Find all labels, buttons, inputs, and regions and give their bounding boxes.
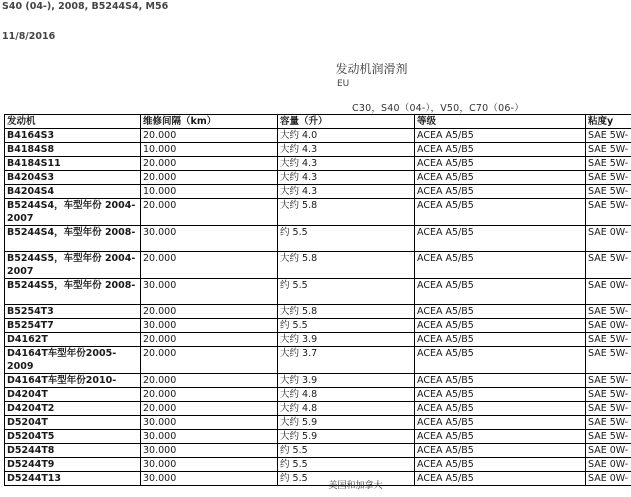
viscosity-cell: SAE 5W- (586, 402, 631, 416)
engine-cell: D4162T (5, 333, 141, 347)
table-row (5, 402, 631, 416)
capacity-cell: 大约 5.9 (278, 416, 415, 430)
table-row (5, 333, 631, 347)
table-row (5, 416, 631, 430)
column-header-viscosity: 粘度y (586, 115, 631, 129)
table-header-row (5, 115, 631, 129)
viscosity-cell: SAE 5W- (586, 430, 631, 444)
engine-cell: D4204T2 (5, 402, 141, 416)
viscosity-cell: SAE 0W- (586, 444, 631, 458)
capacity-cell: 大约 4.0 (278, 129, 415, 143)
grade-cell: ACEA A5/B5 (415, 171, 586, 185)
interval-cell: 30.000 (141, 279, 278, 305)
interval-cell: 30.000 (141, 430, 278, 444)
engine-cell: B5244S4，车型年份 2004-2007 (5, 199, 141, 226)
interval-cell: 20.000 (141, 305, 278, 319)
grade-cell: ACEA A5/B5 (415, 279, 586, 305)
engine-cell: B4204S3 (5, 171, 141, 185)
capacity-cell: 大约 5.8 (278, 305, 415, 319)
interval-cell: 20.000 (141, 374, 278, 388)
capacity-cell: 约 5.5 (278, 458, 415, 472)
engine-cell: B4184S11 (5, 157, 141, 171)
interval-cell: 30.000 (141, 226, 278, 252)
engine-cell: B5254T3 (5, 305, 141, 319)
capacity-cell: 大约 5.9 (278, 430, 415, 444)
interval-cell: 30.000 (141, 416, 278, 430)
capacity-cell: 大约 4.8 (278, 402, 415, 416)
viscosity-cell: SAE 0W- (586, 458, 631, 472)
engine-cell: B5244S5，车型年份 2008- (5, 279, 141, 305)
interval-cell: 20.000 (141, 171, 278, 185)
interval-cell: 20.000 (141, 402, 278, 416)
table-row (5, 347, 631, 374)
interval-cell: 20.000 (141, 252, 278, 279)
capacity-cell: 约 5.5 (278, 444, 415, 458)
capacity-cell: 大约 3.9 (278, 374, 415, 388)
interval-cell: 10.000 (141, 143, 278, 157)
viscosity-cell: SAE 5W- (586, 157, 631, 171)
interval-cell: 30.000 (141, 319, 278, 333)
table-row (5, 279, 631, 305)
table-row (5, 185, 631, 199)
region-label: EU (337, 79, 350, 89)
grade-cell: ACEA A5/B5 (415, 430, 586, 444)
grade-cell: ACEA A5/B5 (415, 472, 586, 486)
grade-cell: ACEA A5/B5 (415, 157, 586, 171)
engine-cell: D5244T9 (5, 458, 141, 472)
column-header-engine: 发动机 (5, 115, 141, 129)
column-header-grade: 等级 (415, 115, 586, 129)
viscosity-cell: SAE 5W- (586, 171, 631, 185)
grade-cell: ACEA A5/B5 (415, 185, 586, 199)
page-title: 发动机润滑剂 (335, 62, 408, 76)
viscosity-cell: SAE 5W- (586, 388, 631, 402)
interval-cell: 20.000 (141, 333, 278, 347)
viscosity-cell: SAE 0W- (586, 472, 631, 486)
viscosity-cell: SAE 5W- (586, 185, 631, 199)
grade-cell: ACEA A5/B5 (415, 402, 586, 416)
table-row (5, 319, 631, 333)
grade-cell: ACEA A5/B5 (415, 388, 586, 402)
grade-cell: ACEA A5/B5 (415, 226, 586, 252)
capacity-cell: 约 5.5 (278, 319, 415, 333)
document-date: 11/8/2016 (2, 31, 56, 42)
capacity-cell: 约 5.5 (278, 472, 415, 486)
engine-cell: B5254T7 (5, 319, 141, 333)
grade-cell: ACEA A5/B5 (415, 416, 586, 430)
engine-cell: B4164S3 (5, 129, 141, 143)
engine-cell: D5244T8 (5, 444, 141, 458)
grade-cell: ACEA A5/B5 (415, 333, 586, 347)
viscosity-cell: SAE 5W- (586, 347, 631, 374)
capacity-cell: 约 5.5 (278, 279, 415, 305)
vehicle-line: S40 (04-), 2008, B5244S4, M56 (2, 1, 169, 12)
interval-cell: 20.000 (141, 129, 278, 143)
viscosity-cell: SAE 0W- (586, 279, 631, 305)
grade-cell: ACEA A5/B5 (415, 199, 586, 226)
capacity-cell: 大约 5.8 (278, 252, 415, 279)
table-body (5, 129, 631, 486)
viscosity-cell: SAE 5W- (586, 199, 631, 226)
capacity-cell: 大约 5.8 (278, 199, 415, 226)
table-row (5, 388, 631, 402)
viscosity-cell: SAE 5W- (586, 305, 631, 319)
grade-cell: ACEA A5/B5 (415, 347, 586, 374)
engine-cell: B5244S4，车型年份 2008- (5, 226, 141, 252)
grade-cell: ACEA A5/B5 (415, 252, 586, 279)
grade-cell: ACEA A5/B5 (415, 444, 586, 458)
table-row (5, 143, 631, 157)
column-header-interval: 维修间隔（km） (141, 115, 278, 129)
grade-cell: ACEA A5/B5 (415, 305, 586, 319)
capacity-cell: 大约 4.8 (278, 388, 415, 402)
grade-cell: ACEA A5/B5 (415, 374, 586, 388)
viscosity-cell: SAE 0W- (586, 226, 631, 252)
lubricant-table-container (4, 114, 631, 486)
viscosity-cell: SAE 5W- (586, 129, 631, 143)
capacity-cell: 大约 4.3 (278, 185, 415, 199)
table-row (5, 374, 631, 388)
table-row (5, 305, 631, 319)
grade-cell: ACEA A5/B5 (415, 319, 586, 333)
engine-cell: B4184S8 (5, 143, 141, 157)
viscosity-cell: SAE 5W- (586, 333, 631, 347)
viscosity-cell: SAE 5W- (586, 143, 631, 157)
viscosity-cell: SAE 5W- (586, 252, 631, 279)
column-header-capacity: 容量（升） (278, 115, 415, 129)
engine-cell: D4204T (5, 388, 141, 402)
table-row (5, 129, 631, 143)
engine-cell: D5204T5 (5, 430, 141, 444)
table-row (5, 171, 631, 185)
table-row (5, 157, 631, 171)
engine-cell: D4164T车型年份2010- (5, 374, 141, 388)
capacity-cell: 大约 4.3 (278, 157, 415, 171)
capacity-cell: 大约 3.9 (278, 333, 415, 347)
viscosity-cell: SAE 0W- (586, 319, 631, 333)
interval-cell: 10.000 (141, 185, 278, 199)
interval-cell: 20.000 (141, 388, 278, 402)
table-row (5, 252, 631, 279)
viscosity-cell: SAE 5W- (586, 374, 631, 388)
grade-cell: ACEA A5/B5 (415, 143, 586, 157)
table-row (5, 444, 631, 458)
engine-cell: D4164T车型年份2005-2009 (5, 347, 141, 374)
interval-cell: 20.000 (141, 347, 278, 374)
table-row (5, 199, 631, 226)
engine-cell: B5244S5，车型年份 2004-2007 (5, 252, 141, 279)
capacity-cell: 大约 4.3 (278, 143, 415, 157)
interval-cell: 30.000 (141, 472, 278, 486)
lubricant-table (4, 114, 631, 486)
interval-cell: 30.000 (141, 458, 278, 472)
table-row (5, 226, 631, 252)
capacity-cell: 大约 3.7 (278, 347, 415, 374)
model-list: C30，S40（04-），V50，C70（06-） (352, 103, 524, 114)
interval-cell: 20.000 (141, 157, 278, 171)
viscosity-cell: SAE 5W- (586, 416, 631, 430)
interval-cell: 20.000 (141, 199, 278, 226)
engine-cell: D5204T (5, 416, 141, 430)
table-row (5, 430, 631, 444)
interval-cell: 30.000 (141, 444, 278, 458)
grade-cell: ACEA A5/B5 (415, 129, 586, 143)
capacity-cell: 大约 4.3 (278, 171, 415, 185)
engine-cell: B4204S4 (5, 185, 141, 199)
capacity-cell: 约 5.5 (278, 226, 415, 252)
section-heading-next: 美国和加拿大 (328, 481, 383, 491)
table-row (5, 458, 631, 472)
grade-cell: ACEA A5/B5 (415, 458, 586, 472)
engine-cell: D5244T13 (5, 472, 141, 486)
